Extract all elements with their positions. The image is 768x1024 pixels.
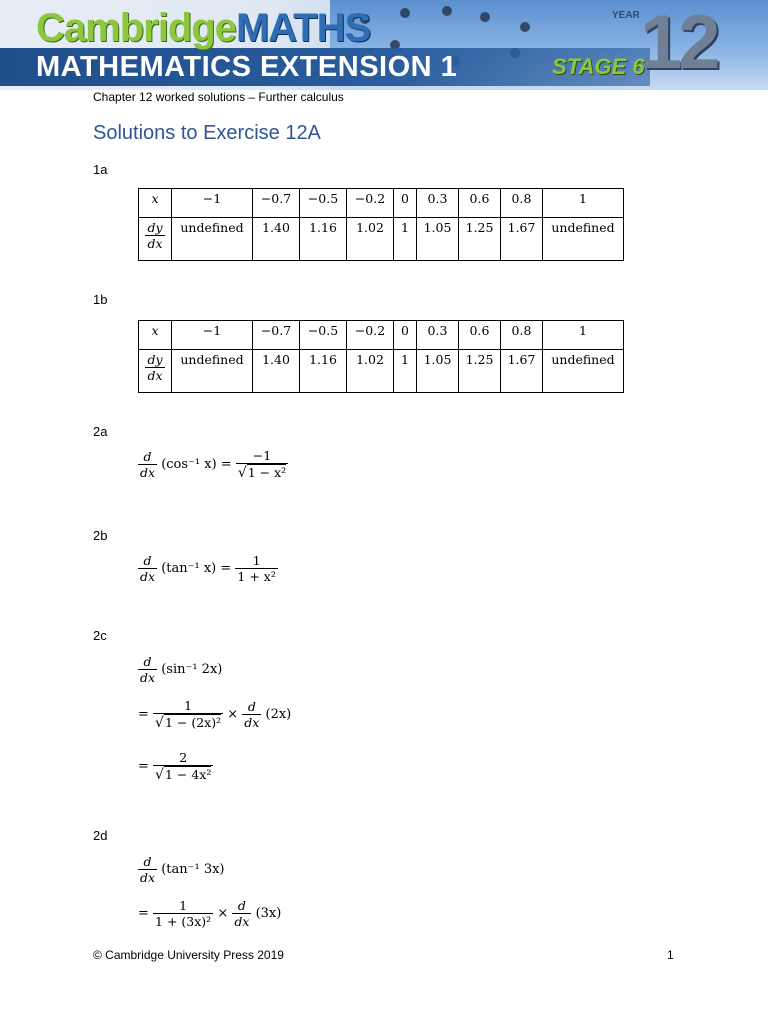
table-cell: 0.8 xyxy=(501,321,543,350)
table-cell: 1.02 xyxy=(347,218,394,261)
table-header-cell: $\frac{dy}{dx}$ xyxy=(139,218,172,261)
copyright-footer: © Cambridge University Press 2019 xyxy=(93,948,284,962)
table-cell: undefined xyxy=(543,218,624,261)
question-label-2c: 2c xyxy=(93,628,107,643)
brand-logo: CambridgeMATHS xyxy=(36,6,371,50)
equation-2b: $\frac{d}{dx}$ (tan⁻¹ x) = $\frac{1}{\text{1 + x²}}$ xyxy=(140,553,276,584)
table-cell: 1.05 xyxy=(417,218,459,261)
table-cell: 0.6 xyxy=(459,321,501,350)
table-1a xyxy=(138,188,624,261)
table-cell: 1.40 xyxy=(253,218,300,261)
question-label-2d: 2d xyxy=(93,828,108,843)
table-cell: 0 xyxy=(394,321,417,350)
question-label-2a: 2a xyxy=(93,424,108,439)
equation-2d-line1: $\frac{d}{dx}$ (tan⁻¹ 3x) xyxy=(140,854,225,885)
table-row xyxy=(139,321,624,350)
table-cell: 0 xyxy=(394,189,417,218)
table-1b xyxy=(138,320,624,393)
stage-label: STAGE 6 xyxy=(552,54,645,79)
equation-2c-line1: $\frac{d}{dx}$ (sin⁻¹ 2x) xyxy=(140,654,223,685)
table-cell: −0.5 xyxy=(300,321,347,350)
table-header-cell: x xyxy=(139,189,172,218)
table-cell: 1.40 xyxy=(253,350,300,393)
table-cell: undefined xyxy=(172,218,253,261)
function-expression: (tan⁻¹ x) = xyxy=(161,561,232,576)
table-cell: −0.7 xyxy=(253,189,300,218)
table-row xyxy=(139,218,624,261)
equation-2c-line3: = $\frac{2}{\text{√1 − 4x²}}$ xyxy=(138,750,212,783)
equation-2c-line2: = $\frac{1}{\text{√1 − (2x)²}}$ × $\frac{d}{dx}$ (2x) xyxy=(138,698,292,731)
year-label: YEAR xyxy=(612,10,640,21)
page-title: Solutions to Exercise 12A xyxy=(93,122,321,144)
table-cell: 1.05 xyxy=(417,350,459,393)
table-header-cell: x xyxy=(139,321,172,350)
table-cell: 1 xyxy=(394,350,417,393)
table-cell: 1 xyxy=(543,189,624,218)
table-cell: −1 xyxy=(172,321,253,350)
question-label-1b: 1b xyxy=(93,292,108,307)
table-cell: 1.25 xyxy=(459,350,501,393)
table-cell: −0.2 xyxy=(347,321,394,350)
page-number: 1 xyxy=(667,948,674,962)
book-subtitle: MATHEMATICS EXTENSION 1 xyxy=(36,51,458,83)
table-cell: 1 xyxy=(543,321,624,350)
function-expression: (tan⁻¹ 3x) xyxy=(161,862,225,877)
table-cell: −0.7 xyxy=(253,321,300,350)
table-cell: 0.8 xyxy=(501,189,543,218)
table-cell: −0.5 xyxy=(300,189,347,218)
table-cell: 0.3 xyxy=(417,189,459,218)
equation-2d-line2: = $\frac{1}{\text{1 + (3x)²}}$ × $\frac{d}{dx}$ (3x) xyxy=(138,898,282,929)
table-cell: 1.16 xyxy=(300,218,347,261)
table-row xyxy=(139,350,624,393)
table-cell: undefined xyxy=(172,350,253,393)
table-cell: 0.6 xyxy=(459,189,501,218)
table-row xyxy=(139,189,624,218)
table-cell: 1 xyxy=(394,218,417,261)
table-cell: 1.25 xyxy=(459,218,501,261)
table-header-cell: $\frac{dy}{dx}$ xyxy=(139,350,172,393)
table-cell: −1 xyxy=(172,189,253,218)
question-label-2b: 2b xyxy=(93,528,108,543)
table-cell: 1.67 xyxy=(501,218,543,261)
function-expression: (cos⁻¹ x) = xyxy=(161,457,232,472)
equation-2a: $\frac{d}{dx}$ (cos⁻¹ x) = $\frac{-1}{\text{√1 − x²}}$ xyxy=(140,448,287,481)
table-cell: 0.3 xyxy=(417,321,459,350)
table-cell: 1.16 xyxy=(300,350,347,393)
question-label-1a: 1a xyxy=(93,162,108,177)
table-cell: −0.2 xyxy=(347,189,394,218)
table-cell: undefined xyxy=(543,350,624,393)
table-cell: 1.02 xyxy=(347,350,394,393)
header-banner xyxy=(0,0,768,90)
function-expression: (sin⁻¹ 2x) xyxy=(161,662,223,677)
year-number: 12 xyxy=(640,0,717,85)
table-cell: 1.67 xyxy=(501,350,543,393)
chapter-heading: Chapter 12 worked solutions – Further calculus xyxy=(93,90,344,104)
